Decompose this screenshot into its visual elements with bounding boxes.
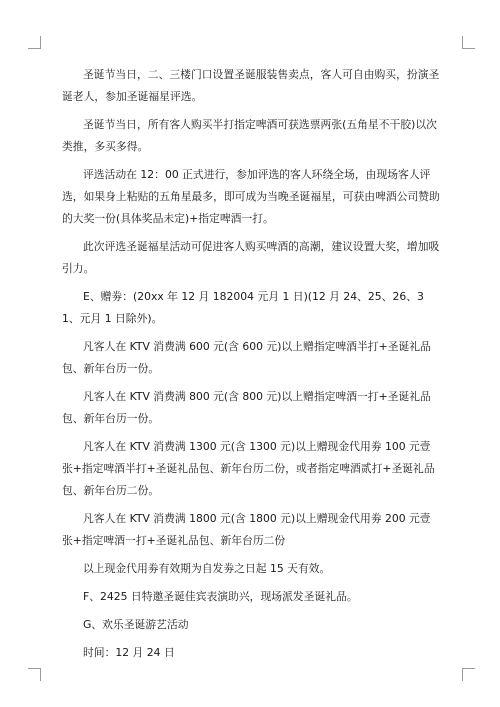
- paragraph-voucher-heading: E、赠劵：(20xx 年 12 月 182004 元月 1 日)(12 月 24、25、26、31、元月 1 日除外)。: [62, 290, 424, 325]
- paragraph-selection: 评选活动在 12：00 正式进行，参加评选的客人环绕全场，由现场客人评选，如果身上粘贴的五角星最多，即可成为当晚圣诞福星，可获由啤酒公司赞助的大奖一份(具体奖品未定)+指定啤酒一打。: [62, 168, 440, 225]
- paragraph-tier-1300: 凡客人在 KTV 消费满 1300 元(含 1300 元)以上赠现金代用劵 100 元壹张+指定啤酒半打+圣诞礼品包、新年台历二份，或者指定啤酒贰打+圣诞礼品包、新年台历二份。: [62, 440, 435, 497]
- crop-mark-top-right: [462, 36, 475, 49]
- paragraph-tier-800: 凡客人在 KTV 消费满 800 元(含 800 元)以上赠指定啤酒一打+圣诞礼品包、新年台历一份。: [62, 390, 431, 425]
- paragraph-validity: 以上现金代用劵有效期为自发劵之日起 15 天有效。: [83, 562, 331, 575]
- paragraph-tier-600: 凡客人在 KTV 消费满 600 元(含 600 元)以上赠指定啤酒半打+圣诞礼品包、新年台历一份。: [62, 340, 431, 375]
- crop-mark-top-left: [28, 36, 41, 49]
- paragraph-section-g: G、欢乐圣诞游艺活动: [83, 618, 189, 631]
- document-body: [62, 64, 440, 670]
- crop-mark-bottom-left: [28, 668, 41, 681]
- paragraph-beer-votes: 圣诞节当日，所有客人购买半打指定啤酒可获选票两张(五角星不干胶)以次类推，多买多得。: [62, 118, 437, 153]
- paragraph-tier-1800: 凡客人在 KTV 消费满 1800 元(含 1800 元)以上赠现金代用劵 200 元壹张+指定啤酒一打+圣诞礼品包、新年台历二份: [62, 512, 431, 547]
- paragraph-suggestion: 此次评选圣诞福星活动可促进客人购买啤酒的高潮，建议设置大奖，增加吸引力。: [62, 240, 440, 275]
- paragraph-time: 时间：12 月 24 日: [83, 646, 175, 659]
- paragraph-section-f: F、2425 日特邀圣诞佳宾表演助兴，现场派发圣诞礼品。: [83, 590, 358, 603]
- crop-mark-bottom-right: [462, 668, 475, 681]
- paragraph-costume-sale: 圣诞节当日，二、三楼门口设置圣诞服装售卖点，客人可自由购买，扮演圣诞老人，参加圣诞福星评选。: [62, 68, 440, 103]
